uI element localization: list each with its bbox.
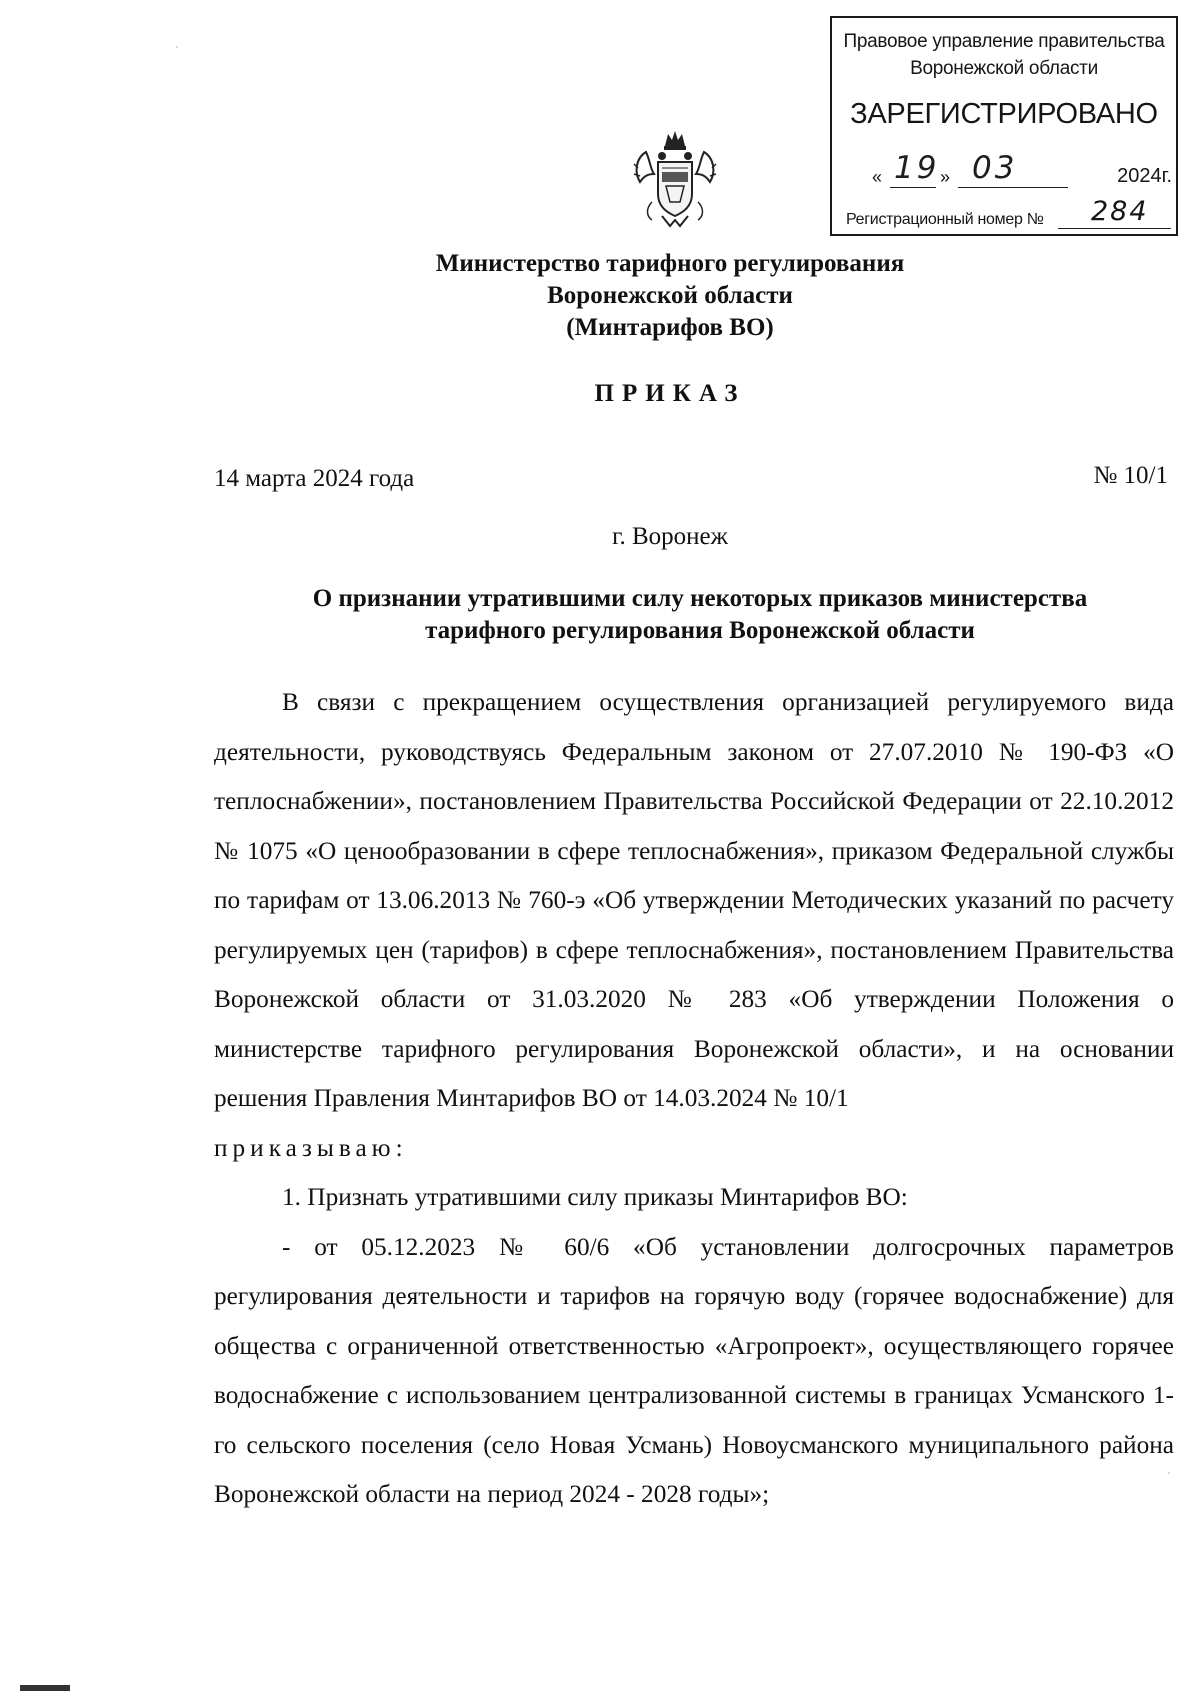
stamp-reg-number: 284 (1091, 196, 1149, 227)
coat-of-arms-icon (632, 128, 718, 232)
document-type-title: ПРИКАЗ (594, 380, 746, 407)
ministry-line1: Министерство тарифного регулирования (435, 250, 905, 277)
stamp-org-line1: Правовое управление правительства (843, 31, 1165, 52)
stamp-organization (832, 28, 1176, 82)
stamp-date (872, 150, 1172, 192)
registration-stamp (830, 16, 1178, 236)
stamp-quote-open: « (872, 167, 883, 187)
order-body (214, 678, 1174, 1520)
stamp-org-line2: Воронежской области (910, 58, 1098, 79)
stamp-day-line (890, 187, 936, 188)
scan-speck (176, 46, 178, 48)
preamble-paragraph: В связи с прекращением осуществления организацией регулируемого вида деятельности, руководствуясь Федеральным законом от 27.07.2010 № 190-ФЗ «О теплоснабжении», постановлением Правительства Российской Федерации от 22.10.2012 № 1075 «О ценообразовании в сфере теплоснабжения», приказом Федеральной службы по тарифам от 13.06.2013 № 760-э «Об утверждении Методических указаний по расчету регулируемых цен (тарифов) в сфере теплоснабжения», постановлением Правительства Воронежской области от 31.03.2020 № 283 «Об утверждении Положения о министерстве тарифного регулирования Воронежской области», и на основании решения Правления Минтарифов ВО от 14.03.2024 № 10/1 (214, 688, 1174, 1112)
stamp-month: 03 (972, 150, 1018, 186)
order-number: № 10/1 (1093, 462, 1168, 489)
order-city: г. Воронеж (612, 523, 728, 550)
ministry-name (0, 248, 1200, 344)
stamp-registration-number (846, 196, 1171, 233)
scan-speck (1168, 1472, 1170, 1474)
ministry-line2: Воронежской области (547, 282, 793, 309)
order-word: приказываю: (214, 1133, 408, 1162)
item-1: 1. Признать утратившими силу приказы Минтарифов ВО: (282, 1183, 908, 1211)
stamp-year: 2024г. (1117, 165, 1172, 187)
stamp-registered-label: ЗАРЕГИСТРИРОВАНО (850, 98, 1158, 130)
order-date: 14 марта 2024 года (214, 465, 415, 492)
stamp-reg-line (1058, 228, 1171, 229)
stamp-reg-label: Регистрационный номер № (846, 211, 1044, 228)
stamp-quote-close: » (940, 167, 951, 187)
subject-line1: О признании утратившими силу некоторых приказов министерства (312, 585, 1088, 612)
stamp-month-line (958, 187, 1068, 188)
order-subject (230, 583, 1170, 647)
subject-line2: тарифного регулирования Воронежской области (425, 617, 975, 644)
ministry-line3: (Минтарифов ВО) (566, 314, 774, 341)
item-1-subitem-1: - от 05.12.2023 № 60/6 «Об установлении долгосрочных параметров регулирования деятельности и тарифов на горячую воду (горячее водоснабжение) для общества с ограниченной ответственностью «Агропроект», осуществляющего горячее водоснабжение с использованием централизованной системы в границах Усманского 1-го сельского поселения (село Новая Усмань) Новоусманского муниципального района Воронежской области на период 2024 - 2028 годы»; (214, 1232, 1174, 1508)
page-edge-mark (20, 1685, 70, 1691)
stamp-day: 19 (894, 150, 940, 186)
